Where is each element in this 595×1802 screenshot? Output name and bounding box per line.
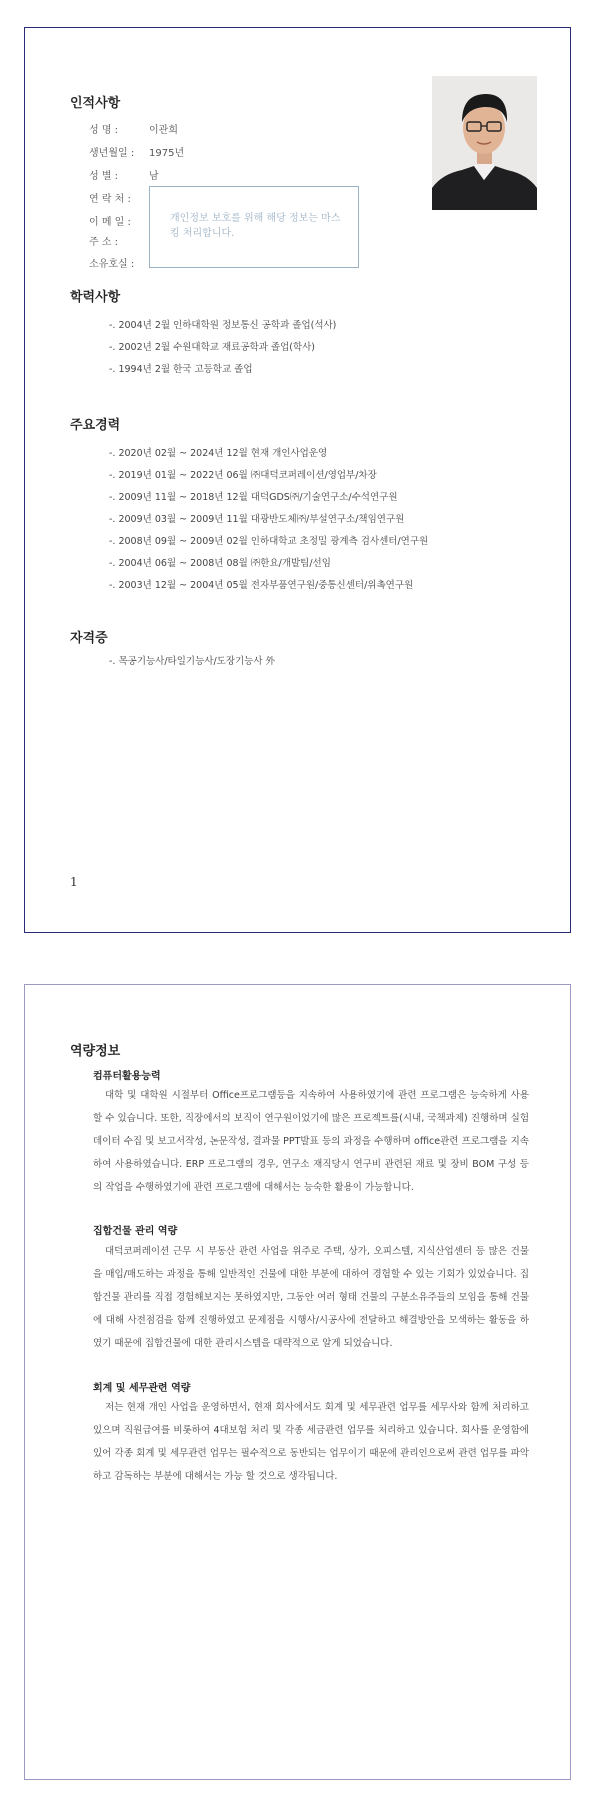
page-number: 1 [70,875,78,889]
contact-label: 연 락 처 : [89,194,131,205]
address-label: 주 소 : [89,237,119,248]
name-label: 성 명 : [89,125,119,136]
personal-info-heading: 인적사항 [70,96,121,111]
career-item: -. 2004년 06월 ~ 2008년 08월 ㈜한요/개발팀/선임 [109,558,331,569]
certificates-heading: 자격증 [70,631,108,646]
competency-heading: 역량정보 [70,1044,121,1059]
profile-photo-illustration [432,76,537,210]
career-item: -. 2008년 09월 ~ 2009년 02월 인하대학교 초정밀 광계측 검사센터/연구원 [109,536,429,547]
career-heading: 주요경력 [70,418,121,433]
email-label: 이 메 일 : [89,217,131,228]
profile-photo [432,76,537,210]
section-body-building: 대덕코퍼레이션 근무 시 부동산 관련 사업을 위주로 주택, 상가, 오피스텔, 지식산업센터 등 많은 건물을 매입/매도하는 과정을 통해 일반적인 건물에 대한 부분에 대하여 경험할 수 있는 기회가 있었습니다. 집합건물 관리를 직접 경험해보지는 못하였지만, 그동안 여러 형태 건물의 구분소유주들의 모임을 통해 건물에 대해 사전점검을 함께 진행하였고 문제점을 시행사/시공사에 전달하고 해결방안을 모색하는 활동을 하였기 때문에 집합건물에 대한 관리시스템을 대략적으로 알게 되었습니다. [93,1246,529,1349]
career-item: -. 2019년 01월 ~ 2022년 06월 ㈜대덕코퍼레이션/영업부/차장 [109,470,377,481]
career-item: -. 2009년 11월 ~ 2018년 12월 대덕GDS㈜/기술연구소/수석연구원 [109,492,398,503]
masked-info-box [149,186,359,268]
name-value: 이관희 [149,125,178,136]
career-item: -. 2020년 02월 ~ 2024년 12월 현재 개인사업운영 [109,448,328,459]
section-body-accounting: 저는 현재 개인 사업을 운영하면서, 현재 회사에서도 회계 및 세무관련 업무를 세무사와 함께 처리하고 있으며 직원급여를 비롯하여 4대보험 처리 및 각종 세금관련 업무를 처리하고 있습니다. 회사를 운영함에 있어 각종 회계 및 세무관련 업무는 필수적으로 동반되는 업무이기 때문에 관리인으로써 관련 업무를 파악하고 감독하는 부분에 대해서는 가능 할 것으로 생각됩니다. [93,1402,529,1482]
resume-page-1 [24,27,571,933]
education-item: -. 2004년 2월 인하대학원 정보통신 공학과 졸업(석사) [109,320,337,331]
section-title-building: 집합건물 관리 역량 [93,1226,178,1237]
education-item: -. 1994년 2월 한국 고등학교 졸업 [109,364,253,375]
career-item: -. 2009년 03월 ~ 2009년 11월 대광반도체㈜/부설연구소/책임연구원 [109,514,405,525]
mask-notice: 개인정보 보호를 위해 해당 정보는 마스킹 처리합니다. [170,213,341,239]
gender-label: 성 별 : [89,171,119,182]
section-body-computer: 대학 및 대학원 시절부터 Office프로그램등을 지속하여 사용하였기에 관련 프로그램은 능숙하게 사용할 수 있습니다. 또한, 직장에서의 보직이 연구원이었기에 많은 프로젝트를(시내, 국책과제) 진행하며 실험데이터 수집 및 보고서작성, 논문작성, 결과물 PPT발표 등의 과정을 수행하며 office관련 프로그램을 지속하여 사용하였습니다. ERP 프로그램의 경우, 연구소 재직당시 연구비 관련된 재료 및 장비 BOM 구성 등의 작업을 수행하였기에 관련 프로그램에 대해서는 능숙한 활용이 가능합니다. [93,1090,529,1193]
resume-page-2 [24,984,571,1780]
section-title-computer: 컴퓨터활용능력 [93,1071,161,1082]
section-title-accounting: 회계 및 세무관련 역량 [93,1383,191,1394]
gender-value: 남 [149,171,159,182]
owned-unit-label: 소유호실 : [89,259,135,270]
education-heading: 학력사항 [70,290,121,305]
birth-value: 1975년 [149,148,185,159]
education-item: -. 2002년 2월 수원대학교 재료공학과 졸업(학사) [109,342,316,353]
birth-label: 생년월일 : [89,148,135,159]
career-item: -. 2003년 12월 ~ 2004년 05월 전자부품연구원/중통신센터/위촉연구원 [109,580,414,591]
certificate-item: -. 목공기능사/타일기능사/도장기능사 外 [109,656,276,667]
